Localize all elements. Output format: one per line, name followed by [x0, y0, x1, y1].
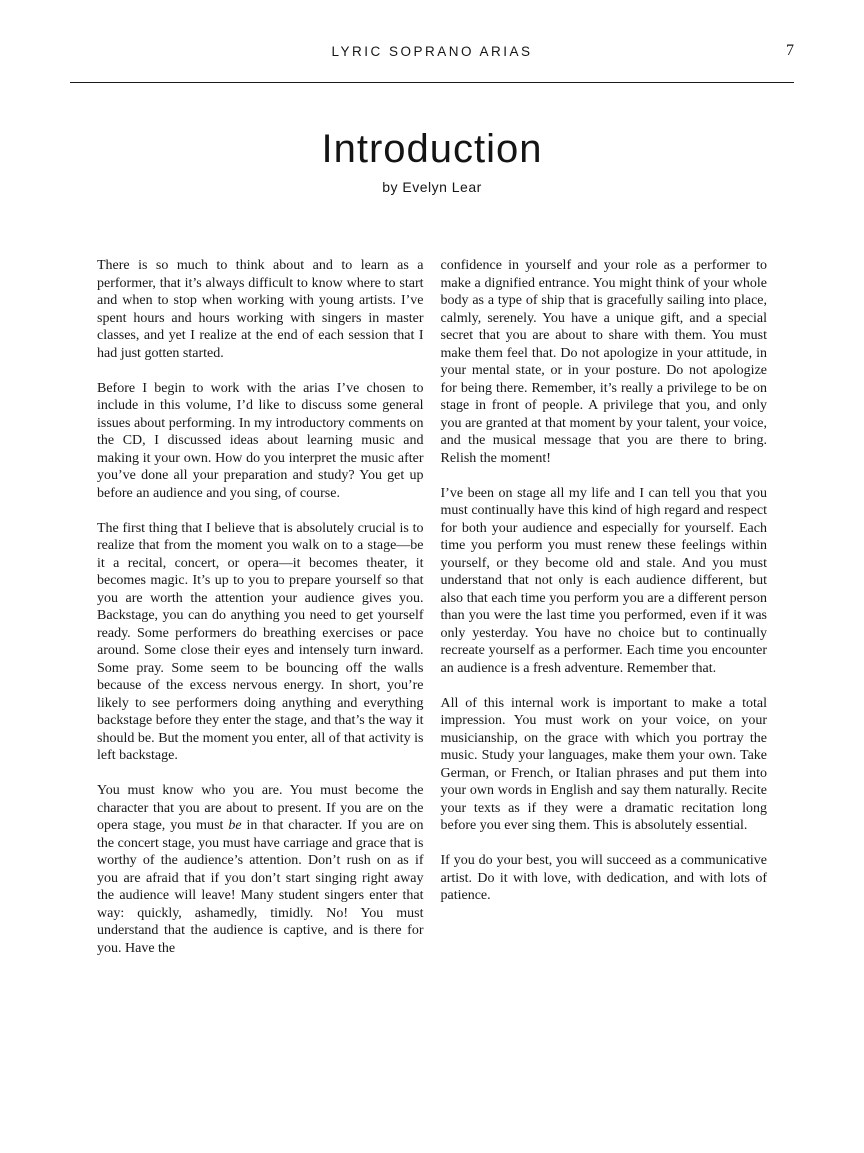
header-rule	[70, 82, 794, 83]
chapter-title: Introduction	[321, 127, 543, 171]
page-header	[70, 44, 794, 66]
paragraph: confidence in yourself and your role as a performer to make a dignified entrance. You might think of your whole body as a type of ship that is gracefully sailing into place, calmly, serenely. You have a unique gift, and a special secret that you are about to share with them. You must make them feel that. Do not apologize in your attitude, in your mental state, or in your posture. Do not apologize for being there. Remember, it’s really a privilege to be on stage in front of people. A privilege that you, and only you are granted at that moment by your talent, your voice, and the musical message that you are there to bring. Relish the moment!	[440, 258, 767, 466]
paragraph: If you do your best, you will succeed as a communicative artist. Do it with love, with dedication, and with lots of patience.	[440, 853, 767, 903]
running-title: LYRIC SOPRANO ARIAS	[331, 44, 533, 59]
byline: by Evelyn Lear	[382, 179, 482, 195]
paragraph: I’ve been on stage all my life and I can tell you that you must continually have this kind of high regard and respect for both your audience and especially for yourself. Each time you perform you must renew these feelings within yourself, or they become old and stale. And you must understand that not only is each audience different, but also that each time you perform you are a different person than you were the last time you performed, even if it was only yesterday. You have no choice but to continually recreate yourself as a performer. Each time you encounter an audience is a fresh adventure. Remember that.	[440, 485, 767, 676]
paragraph	[97, 782, 424, 957]
paragraph: Before I begin to work with the arias I’ve chosen to include in this volume, I’d like to discuss some general issues about performing. In my introductory comments on the CD, I discussed ideas about learning music and making it your own. How do you interpret the music after you’ve done all your preparation and study? You get up before an audience and you sing, of course.	[97, 380, 424, 501]
right-column	[441, 257, 768, 957]
page-number: 7	[786, 42, 794, 59]
left-column	[97, 257, 424, 957]
paragraph: The first thing that I believe that is absolutely crucial is to realize that from the moment you walk on to a stage—be it a recital, concert, or opera—it becomes theater, it becomes magic. It’s up to you to prepare yourself so that you are worth the attention your audience gives you. Backstage, you can do anything you need to get yourself ready. Some performers do breathing exercises or pace around. Some close their eyes and intensely turn inward. Some pray. Some seem to be bouncing off the walls because of the excess nervous energy. In short, you’re likely to see performers doing anything and everything backstage before they enter the stage, and that’s the way it should be. But the moment you enter, all of that activity is left backstage.	[97, 520, 424, 763]
body-text	[70, 257, 794, 957]
paragraph-text: You must know who you are. You must become the character that you are about to present. If you are on the opera stage, you must	[97, 783, 424, 833]
paragraph: There is so much to think about and to learn as a performer, that it’s always difficult to know where to start and when to stop when working with young artists. I’ve spent hours and hours working with singers in master classes, and yet I realize at the end of each session that I had just gotten started.	[97, 258, 424, 361]
emphasized-word: be	[228, 818, 242, 833]
paragraph-text: in that character. If you are on the concert stage, you must have carriage and grace that is worthy of the audience’s attention. Don’t rush on as if you are afraid that if you don’t start singing right away the audience will leave! Many student singers enter that way: quickly, ashamedly, timidly. No! You must understand that the audience is captive, and is there for you. Have the	[97, 818, 424, 956]
paragraph: All of this internal work is important to make a total impression. You must work on your voice, on your musicianship, on the grace with which you portray the music. Study your languages, make them your own. Take German, or French, or Italian phrases and put them into your own words in English and say them naturally. Recite your texts as if they were a dramatic recitation long before you ever sing them. This is absolutely essential.	[440, 695, 767, 833]
